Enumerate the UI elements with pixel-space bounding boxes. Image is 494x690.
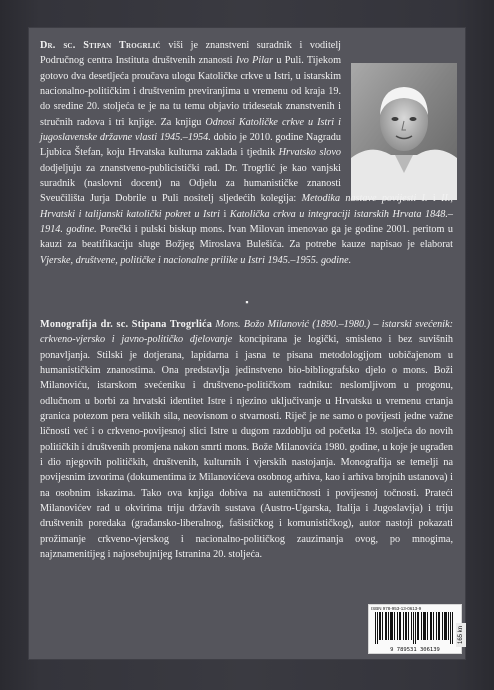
bio-text-1: viši je znanstveni suradnik i voditelj Područnog centra Instituta društvenih znanosti — [40, 40, 341, 67]
monograph-body: koncipirana je logički, smisleno i bez suvišnih ponavljanja. Stilski je dotjerana, lapidarna i jasna te pisana metodologijom uobičajenom u humanističkim znanostima. Ona predstavlja jedinstveno bio-bibliografsko djelo o mons. Boži Milanoviću, istarskom svećeniku i društveno-političkom radniku: neslomljivom u progonu, odlučnom u borbi za hrvatski identitet Istre i njezino uključivanje u Hrvatsku u vremenu crtanja granica potezom pera velikih sila, neovisnom o stvarnosti. Riječ je ne samo o povijesti jedne važne ličnosti već i o crkveno-povijesnoj slici Istre u dugom razdoblju od početka 19. stoljeća do novih političkih i društvenih promjena nakon smrti mons. Bože Milanovića 1980. godine, u koje je ugrađen i dio njegovih političkih, društvenih, kulturnih i vjerskih nastojanja. Monografija se temelji na povijesnim izvorima (dokumentima iz Milanovićeva osobnog arhiva, kao i arhiva brojnih ustanova) i na osobnim iskazima. Tako ova knjiga dobiva na autentičnosti i povijesnoj točnosti. Prateći Milanovićev rad u okvirima triju državih sustava (Austro-Ugarska, Italija i Jugoslavija) i triju društvenih poredaka (građansko-liberalnog, fašističkog i komunističkog), autor nastoji pokazati prožimanje crkveno-vjerskog i nacionalno-političkog zauzimanja ovog, po mnogima, najznamenitijeg i najosebujnijeg Istranina 20. stoljeća. — [40, 334, 454, 561]
monograph-lead: Monografija dr. sc. Stipana Trogrlića — [40, 319, 213, 330]
book-title: Odnosi Katoličke crkve u Istri i jugoslavenske državne vlasti 1945.–1954. — [40, 116, 341, 144]
weekly-name: Hrvatsko slovo — [278, 147, 341, 159]
bio-text-3: dobio je 2010. godine Nagradu Ljubica Štefan, koju Hrvatska kulturna zaklada i tjednik — [40, 132, 341, 159]
photo-spacer — [341, 38, 453, 178]
author-biography — [40, 38, 453, 268]
bio-text-4: dodjeljuju za znanstveno-publicistički rad. Dr. Trogrlić je kao vanjski suradnik (naslovni docent) na Odjelu za humanističke znanosti Sveučilišta Jurja Dobrile u Puli nositelj sljedećih kolegija: — [40, 162, 341, 205]
section-separator: ▪ — [245, 297, 249, 307]
course-3: Katolička crkva u integraciji istarskih Hrvata 1848.–1914. godine. — [40, 208, 453, 236]
monograph-title: Mons. Božo Milanović (1890.–1980.) – istarski svećenik: crkveno-vjersko i javno-političko djelovanje — [40, 319, 453, 346]
bio-text-6: i — [219, 208, 230, 220]
elaborat-title: Vjerske, društvene, političke i nacionalne prilike u Istri 1945.–1955. godine. — [40, 254, 352, 266]
course-2: II., Hrvatski i talijanski katolički pokret u Istri — [40, 193, 453, 220]
bio-text-5: i — [427, 193, 442, 205]
price-tag: 165 kn — [456, 623, 466, 647]
bio-text-2: u Puli. Tijekom gotovo dva desetljeća proučava ulogu Katoličke crkve u Istri, u istarskim nacionalno-političkim i društvenim previranjima u vremenu od kraja 19. do sredine 20. stoljeća te je na tu temu objavio tridesetak znanstvenih i stručnih radova i tri knjige. Za knjigu — [40, 55, 342, 128]
bio-text-7: Porečki i pulski biskup mons. Ivan Milovan imenovao ga je godine 2001. peritom u kauzi za beatifikaciju sluge Božjeg Miroslava Bulešića. Za potrebe kauze napisao je elaborat — [40, 224, 454, 251]
isbn-barcode — [368, 604, 462, 654]
institute-name: Ivo Pilar — [235, 55, 274, 67]
isbn-label: ISBN 978-953-13-0613-9 — [371, 606, 422, 611]
barcode-digits: 9 789531 306139 — [390, 647, 440, 653]
text-panel — [28, 27, 466, 660]
monograph-description — [40, 317, 453, 563]
author-name: Dr. sc. Stipan Trogrlić — [40, 40, 161, 51]
barcode-icon — [375, 612, 455, 644]
course-1: Metodika nastave povijesti I. — [301, 193, 428, 205]
